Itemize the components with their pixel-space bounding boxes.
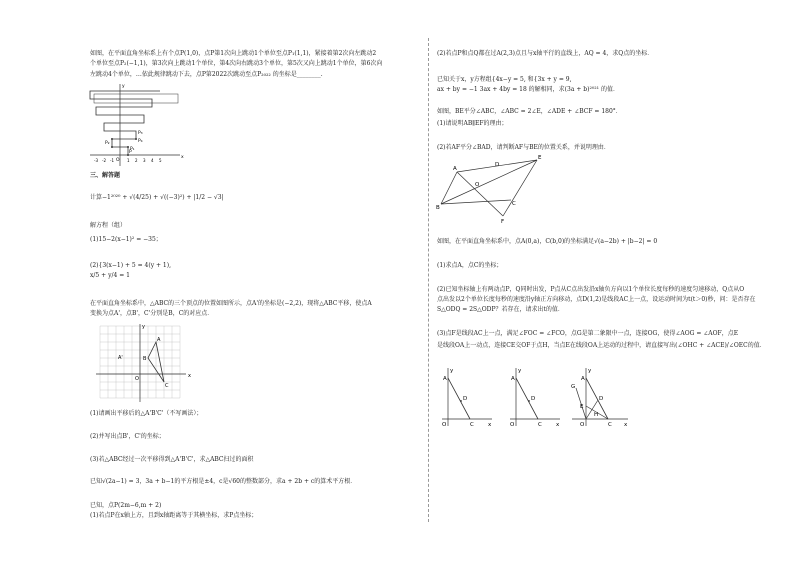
- axis-label-y: y: [122, 84, 125, 89]
- jump-path-figure: [88, 80, 188, 168]
- axis-label-y: y: [588, 368, 592, 374]
- coordinate-figure-1: [438, 364, 496, 428]
- problem-text-line: (3)若△ABC经过一次平移得到△A'B'C'，求△ABC扫过的面积: [90, 456, 254, 463]
- vertex-label: A: [443, 376, 447, 382]
- problem-text-line: 计算−1²⁰²⁰ + √(4/25) + √((−3)²) + |1/2 − √3|: [90, 194, 224, 201]
- problem-text-line: (2)若AF平分∠BAD，请判断AF与BE的位置关系，并说明理由．: [437, 144, 610, 151]
- vertex-label: D: [531, 396, 536, 402]
- problem-text-line: ax + by = −1 3ax + 4by = 18 的解相同，求(3a + b)²⁰²¹ 的值．: [437, 86, 619, 93]
- coordinate-figure-3: [568, 364, 632, 428]
- vertex-label: B: [436, 205, 440, 211]
- axis-label-x: x: [624, 422, 628, 428]
- vertex-label: O: [475, 182, 480, 188]
- vertex-label: E: [580, 404, 584, 410]
- vertex-label: C: [608, 422, 612, 428]
- axis-label-x: x: [188, 373, 191, 379]
- problem-text-line: (2)已知坐标轴上有两动点P，Q同时出发，P点从C点出发沿x轴负方向以1个单位长度每秒的速度匀速移动，Q点从O: [437, 286, 745, 293]
- point-label: P₂: [105, 141, 110, 146]
- problem-text-line: (2)若点P和点Q都在过A(2,3)点且与x轴平行的直线上，AQ = 4，求Q点的坐标．: [437, 50, 654, 57]
- jump-path: [90, 91, 160, 155]
- vertex-label: C: [470, 422, 474, 428]
- axis-label-y: y: [450, 368, 454, 374]
- origin-label: O: [116, 158, 120, 163]
- coordinate-figure-2: [506, 364, 564, 428]
- problem-text-line: (1)求点A，点C的坐标；: [437, 262, 503, 269]
- problem-text-line: 是线段OA上一动点，连接CE交OF于点H，当点E在线段OA上运动的过程中，请直接写出(∠OHC + ∠ACE)/∠OEC的值．: [437, 342, 766, 349]
- tick-label: -2: [102, 158, 106, 163]
- problem-text-line: 变换为点A'，点B'，C'分别是B，C的对应点．: [90, 310, 214, 317]
- problem-text-line: 在平面直角坐标系中，△ABC的三个顶点的位置如图所示，点A'的坐标是(−2,2)，现将△ABC平移，使点A: [90, 300, 372, 307]
- translation-grid-figure: [94, 322, 204, 406]
- section-heading: 三、解答题: [90, 172, 121, 179]
- column-divider: [428, 38, 429, 522]
- vertex-label: A: [511, 376, 515, 382]
- axis-label-y: y: [518, 368, 522, 374]
- vertex-label: C: [538, 422, 542, 428]
- axis-label-x: x: [488, 422, 492, 428]
- problem-text-line: (2){3(x−1) + 5 = 4(y + 1),: [90, 262, 171, 269]
- origin-label: O: [580, 422, 585, 428]
- vertex-label: C: [512, 201, 516, 207]
- problem-text-line: 解方程（组）: [90, 222, 127, 229]
- problem-text-line: 如图，在平面直角坐标系中，点A(0,a)，C(b,0)的坐标满足√(a−2b) + |b−2| = 0: [437, 238, 658, 245]
- problem-text-line: x/5 + y/4 = 1: [90, 272, 130, 279]
- tick-label: -1: [110, 158, 114, 163]
- problem-text-line: (3)点F是线段AC上一点，满足∠FOC = ∠FCO，点G是第二象限中一点，连接OG，使得∠AOG = ∠AOF，点E: [437, 330, 739, 337]
- tick-label: -3: [94, 158, 98, 163]
- point-label: P₃: [138, 131, 143, 136]
- vertex-label: C: [165, 383, 169, 389]
- parallel-lines-figure: [433, 150, 553, 224]
- vertex-label: F: [501, 219, 505, 224]
- point-label: P: [129, 150, 132, 155]
- tick-label: 3: [143, 158, 146, 163]
- vertex-label: G: [571, 384, 576, 390]
- problem-text-line: (1)若点P在x轴上方，且到x轴距离等于其横坐标，求P点坐标；: [90, 512, 258, 519]
- point-label: P₁: [130, 147, 135, 152]
- problem-text-line: 如图，BE平分∠ABC，∠ABC = 2∠E，∠ADE + ∠BCF = 180°．: [437, 108, 622, 115]
- vertex-label: A: [157, 337, 161, 343]
- tick-label: 2: [135, 158, 138, 163]
- vertex-label: A: [453, 166, 457, 172]
- problem-text-line: 如图，在平面直角坐标系上有个点P(1,0)，点P第1次向上跳动1个单位至点P₁(1,1)，紧接着第2次向左跳动2: [90, 50, 377, 57]
- vertex-label: D: [599, 396, 604, 402]
- problem-text-line: (1)请画出平移后的△A'B'C'（不写画法）；: [90, 410, 203, 417]
- tick-label: 1: [127, 158, 130, 163]
- vertex-label: E: [538, 155, 542, 161]
- axis-label-x: x: [556, 422, 560, 428]
- vertex-label: D: [495, 162, 500, 168]
- vertex-label: A': [118, 355, 123, 361]
- problem-text-line: 已知关于x，y方程组{4x−y = 5, 和{3x + y = 9,: [437, 76, 572, 83]
- vertex-label: H: [594, 412, 599, 418]
- vertex-label: A: [581, 376, 585, 382]
- origin-label: O: [510, 422, 515, 428]
- tick-label: 5: [159, 158, 162, 163]
- tick-label: 4: [151, 158, 154, 163]
- origin-label: O: [135, 376, 139, 382]
- problem-text-line: 个单位至点P₂(−1,1)，第3次向上跳动1个单位，第4次向右跳动3个单位，第5次又向上跳动1个单位，第6次向: [90, 60, 383, 67]
- problem-text-line: 已知√(2a−1) = 3，3a + b−1的平方根是±4，c是√60的整数部分，求a + 2b + c的算术平方根．: [90, 478, 357, 485]
- vertex-label: B: [143, 356, 147, 362]
- point-label: P₄: [138, 139, 143, 144]
- problem-text-line: 左跳动4个单位，…依此规律跳动下去，点P第2022次跳动至点P₂₀₂₂ 的坐标是________.: [90, 71, 323, 78]
- problem-text-line: (1)15−2(x−1)² = −35；: [90, 236, 162, 243]
- axis-label-y: y: [142, 324, 145, 330]
- axis-label-x: x: [181, 155, 184, 160]
- origin-label: O: [442, 422, 447, 428]
- problem-text-line: (2)并写出点B'，C'的坐标；: [90, 433, 165, 440]
- vertex-label: D: [463, 396, 468, 402]
- problem-text-line: 点出发以2个单位长度每秒的速度沿y轴正方向移动，点D(1,2)是线段AC上一点，设运动时间为t(t＞0)秒，问：是否存在: [437, 296, 756, 303]
- problem-text-line: 已知，点P(2m−6,m + 2): [90, 502, 162, 509]
- problem-text-line: S△ODQ = 2S△ODP？若存在，请求出t的值．: [437, 306, 564, 313]
- problem-text-line: (1)请说明AB∥EF的理由；: [437, 120, 508, 127]
